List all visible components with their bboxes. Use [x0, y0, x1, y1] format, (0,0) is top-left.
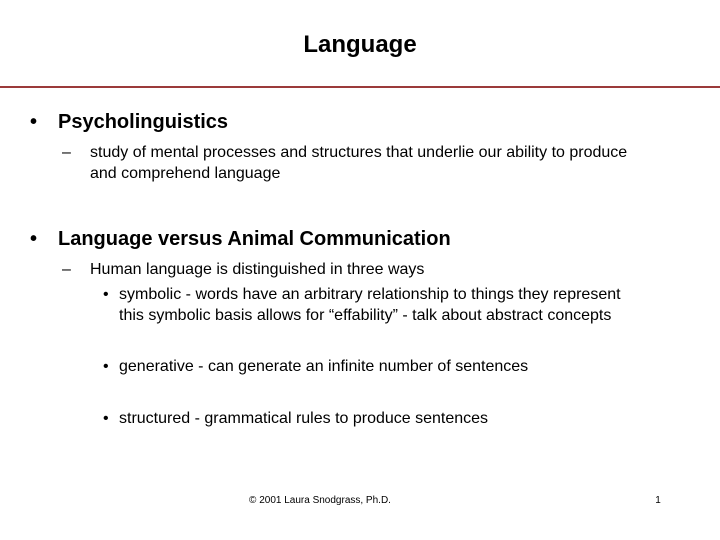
- title-divider: [0, 86, 720, 88]
- bullet-text: Language versus Animal Communication: [58, 228, 451, 250]
- sub-line: Human language is distinguished in three ways: [90, 261, 425, 278]
- sub-line: study of mental processes and structures that underlie our ability to produce: [90, 144, 628, 161]
- dash-marker: –: [62, 261, 71, 278]
- bullet-dot: •: [30, 111, 38, 133]
- item-dot: •: [103, 358, 109, 375]
- item-dot: •: [103, 410, 109, 427]
- bullet-text: Psycholinguistics: [58, 111, 229, 133]
- dash-marker: –: [62, 144, 71, 161]
- item-line: structured - grammatical rules to produce sentences: [119, 410, 489, 427]
- copyright-notice: © 2001 Laura Snodgrass, Ph.D.: [249, 495, 391, 506]
- item-line: symbolic - words have an arbitrary relationship to things they represent: [119, 286, 621, 303]
- bullet-dot: •: [30, 228, 38, 250]
- item-line: this symbolic basis allows for “effability” - talk about abstract concepts: [119, 307, 612, 324]
- page-number: 1: [655, 495, 661, 506]
- slide-title: Language: [303, 31, 417, 58]
- sub-line: and comprehend language: [90, 165, 281, 182]
- item-dot: •: [103, 286, 109, 303]
- item-line: generative - can generate an infinite number of sentences: [119, 358, 529, 375]
